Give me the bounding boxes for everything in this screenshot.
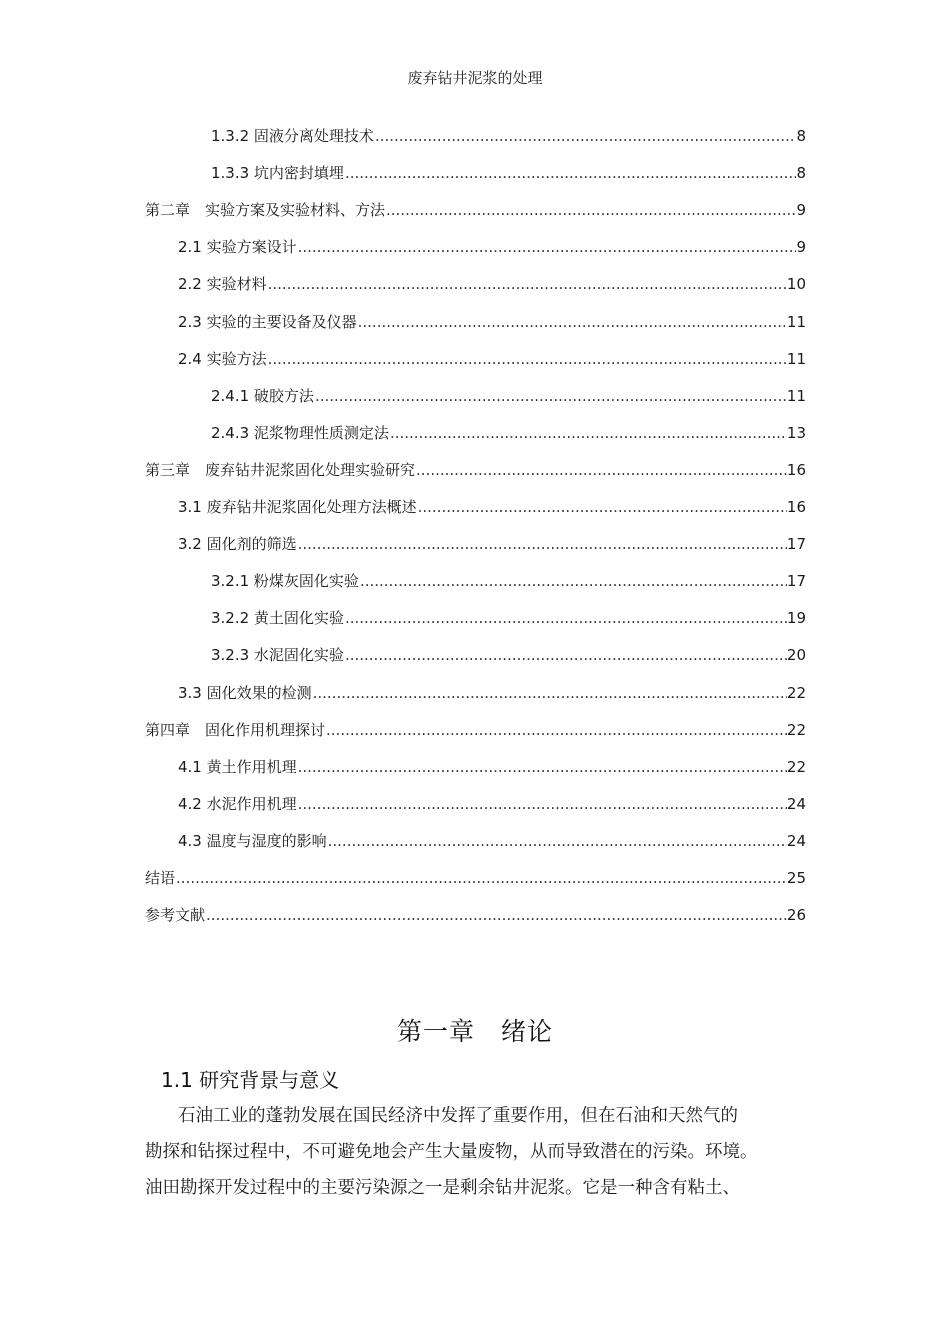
toc-dot-leader (345, 606, 787, 630)
toc-entry-page-number: 8 (796, 164, 806, 182)
toc-entry-label: 第三章 废弃钻井泥浆固化处理实验研究 (145, 461, 416, 479)
toc-entry-label: 3.1 废弃钻井泥浆固化处理方法概述 (178, 498, 417, 516)
toc-dot-leader (268, 347, 787, 371)
toc-entry-page-number: 22 (786, 684, 806, 702)
toc-entry-page-number: 20 (786, 646, 806, 664)
toc-entry-label: 2.4.3 泥浆物理性质测定法 (211, 424, 389, 442)
toc-entry-label: 2.3 实验的主要设备及仪器 (178, 313, 357, 331)
toc-entry[interactable] (178, 347, 806, 371)
toc-entry[interactable] (178, 235, 806, 259)
toc-entry[interactable] (211, 384, 806, 408)
toc-entry[interactable] (178, 495, 806, 519)
toc-dot-leader (176, 866, 787, 890)
toc-entry-page-number: 9 (796, 238, 806, 256)
toc-entry-page-number: 13 (786, 424, 806, 442)
toc-dot-leader (298, 792, 787, 816)
toc-entry-label: 3.2 固化剂的筛选 (178, 535, 297, 553)
toc-entry-page-number: 16 (786, 461, 806, 479)
toc-entry-page-number: 24 (786, 832, 806, 850)
toc-entry[interactable] (178, 272, 806, 296)
toc-entry-label: 1.3.3 坑内密封填埋 (211, 164, 344, 182)
toc-entry[interactable] (178, 681, 806, 705)
toc-entry-label: 3.2.2 黄土固化实验 (211, 609, 344, 627)
toc-entry[interactable] (178, 310, 806, 334)
toc-entry-page-number: 10 (786, 275, 806, 293)
toc-dot-leader (328, 829, 787, 853)
toc-dot-leader (315, 384, 787, 408)
toc-entry-label: 3.2.1 粉煤灰固化实验 (211, 572, 359, 590)
toc-entry-label: 4.3 温度与湿度的影响 (178, 832, 327, 850)
paragraph-line: 石油工业的蓬勃发展在国民经济中发挥了重要作用，但在石油和天然气的 (178, 1106, 738, 1126)
toc-entry[interactable] (211, 421, 806, 445)
toc-entry-page-number: 16 (786, 498, 806, 516)
toc-dot-leader (313, 681, 787, 705)
toc-entry[interactable] (145, 718, 806, 742)
toc-entry-page-number: 9 (796, 201, 806, 219)
toc-dot-leader (268, 272, 787, 296)
toc-entry[interactable] (178, 755, 806, 779)
toc-dot-leader (298, 755, 787, 779)
body-paragraph (145, 1098, 810, 1206)
toc-entry-page-number: 24 (786, 795, 806, 813)
paragraph-line: 油田勘探开发过程中的主要污染源之一是剩余钻井泥浆。它是一种含有粘土、 (145, 1178, 740, 1198)
toc-dot-leader (206, 903, 787, 927)
toc-dot-leader (375, 124, 797, 148)
toc-entry-label: 参考文献 (145, 906, 206, 924)
toc-entry[interactable] (178, 792, 806, 816)
toc-dot-leader (345, 643, 787, 667)
toc-dot-leader (326, 718, 787, 742)
toc-dot-leader (416, 458, 787, 482)
toc-entry[interactable] (211, 124, 806, 148)
toc-entry-page-number: 22 (786, 758, 806, 776)
toc-entry-label: 第二章 实验方案及实验材料、方法 (145, 201, 386, 219)
toc-entry-label: 2.4 实验方法 (178, 350, 267, 368)
toc-dot-leader (298, 532, 787, 556)
toc-entry-page-number: 17 (786, 535, 806, 553)
toc-entry[interactable] (178, 829, 806, 853)
chapter-title: 第一章 绪论 (396, 1017, 553, 1046)
toc-entry-label: 3.2.3 水泥固化实验 (211, 646, 344, 664)
toc-dot-leader (298, 235, 797, 259)
toc-entry-page-number: 11 (786, 350, 806, 368)
toc-entry-page-number: 17 (786, 572, 806, 590)
paragraph-line: 勘探和钻探过程中，不可避免地会产生大量废物，从而导致潜在的污染。环境。 (145, 1142, 758, 1162)
toc-entry-page-number: 11 (786, 313, 806, 331)
toc-entry-page-number: 8 (796, 127, 806, 145)
toc-entry-page-number: 26 (786, 906, 806, 924)
toc-entry[interactable] (145, 198, 806, 222)
toc-entry-label: 第四章 固化作用机理探讨 (145, 721, 326, 739)
toc-entry[interactable] (211, 569, 806, 593)
toc-dot-leader (358, 310, 787, 334)
toc-entry-page-number: 11 (786, 387, 806, 405)
toc-entry-label: 2.1 实验方案设计 (178, 238, 297, 256)
toc-entry-page-number: 25 (786, 869, 806, 887)
toc-entry[interactable] (211, 161, 806, 185)
toc-dot-leader (345, 161, 797, 185)
toc-entry-label: 结语 (145, 869, 176, 887)
toc-dot-leader (418, 495, 787, 519)
toc-dot-leader (386, 198, 796, 222)
toc-entry[interactable] (178, 532, 806, 556)
toc-entry-page-number: 22 (786, 721, 806, 739)
toc-entry-page-number: 19 (786, 609, 806, 627)
toc-entry-label: 2.4.1 破胶方法 (211, 387, 314, 405)
toc-entry-label: 1.3.2 固液分离处理技术 (211, 127, 374, 145)
toc-dot-leader (390, 421, 787, 445)
toc-entry-label: 2.2 实验材料 (178, 275, 267, 293)
page-header: 废弃钻井泥浆的处理 (407, 69, 543, 87)
toc-entry[interactable] (145, 458, 806, 482)
toc-entry-label: 4.2 水泥作用机理 (178, 795, 297, 813)
toc-dot-leader (360, 569, 787, 593)
toc-entry[interactable] (211, 643, 806, 667)
toc-entry-label: 3.3 固化效果的检测 (178, 684, 312, 702)
section-title: 1.1 研究背景与意义 (161, 1068, 340, 1092)
toc-entry-label: 4.1 黄土作用机理 (178, 758, 297, 776)
toc-entry[interactable] (211, 606, 806, 630)
toc-entry[interactable] (145, 903, 806, 927)
toc-entry[interactable] (145, 866, 806, 890)
